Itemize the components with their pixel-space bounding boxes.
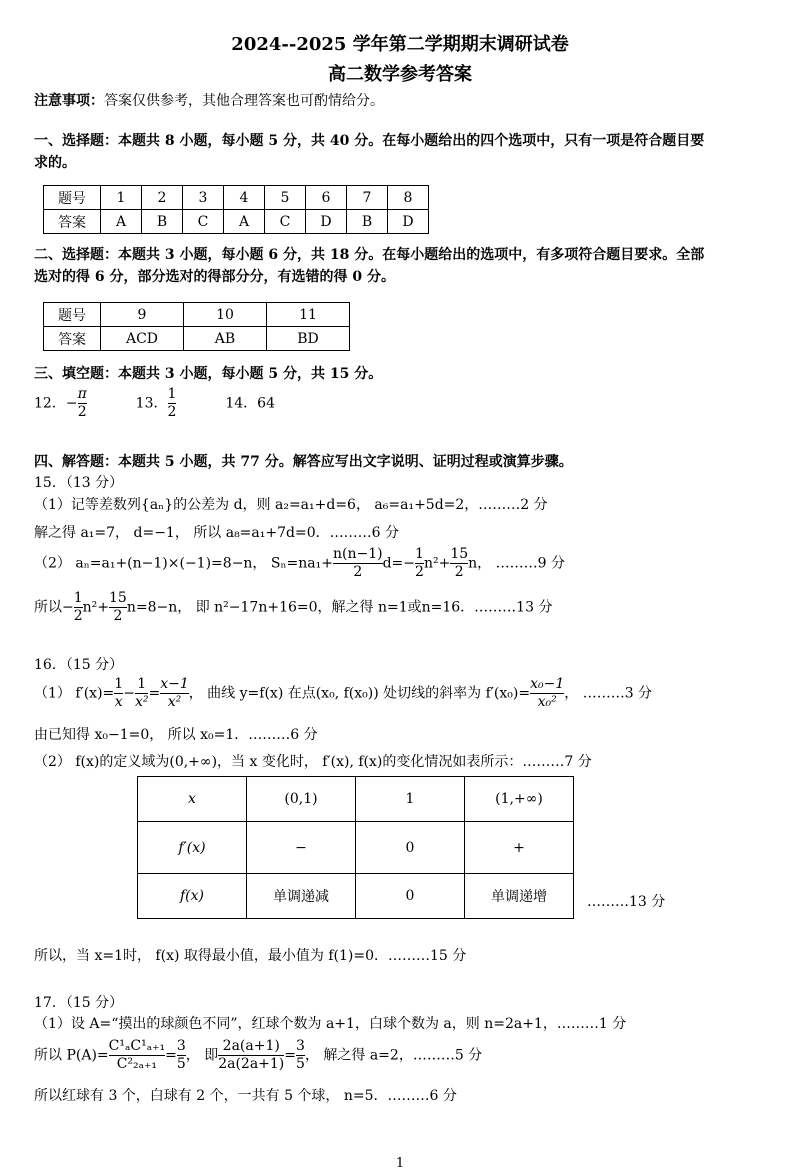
table-cell: 7 [347,186,388,210]
q15-line3 [34,546,565,581]
q15-line3-a: （2） aₙ=a₁+(n−1)×(−1)=8−n， Sₙ=na₁+ [34,555,333,572]
q17-frac3-num: 2a(a+1) [222,1038,280,1054]
q16-frac1-num: 1 [114,676,124,692]
q17-line2-e: ， 解之得 a=2，………5 分 [304,1047,483,1064]
q17-title: 17．（15 分） [34,995,124,1011]
table-cell: 单调递减 [247,874,356,919]
q16-frac1 [114,676,123,711]
q16-line1-d: ， 曲线 y=f(x) 在点(x₀, f(x₀)) 处切线的斜率为 f′(x₀)= [188,685,531,702]
table-row [138,777,574,822]
table-row [44,210,429,234]
q15-line3-d: n， ………9 分 [468,555,565,572]
q16-frac2 [135,676,149,711]
q17-line2-c: ， 即 [185,1047,219,1064]
q15-frac3-num: 15 [450,546,469,562]
q16-line1-a: （1） f′(x)= [34,685,115,702]
table-row [138,874,574,919]
table-cell: f(x) [138,874,247,919]
q16-frac3 [160,676,189,711]
section3-heading: 三、填空题：本题共 3 小题，每小题 5 分，共 15 分。 [34,366,383,382]
table-cell: 题号 [44,186,101,210]
q12-denominator: 2 [77,404,87,420]
table-cell: f′(x) [138,822,247,874]
table-row [44,327,350,351]
q16-table-score: ………13 分 [587,894,666,910]
table-cell: C [265,210,306,234]
table-cell: BD [267,327,350,351]
q16-frac2-num: 1 [137,676,147,692]
table-cell: D [306,210,347,234]
q13-fraction [168,386,177,421]
q15-line4-frac1-num: 1 [73,590,83,606]
table-cell: 10 [184,303,267,327]
q15-frac2-den: 2 [415,564,424,580]
q17-frac3 [218,1038,284,1073]
q17-frac3-den: 2a(2a+1) [218,1056,285,1072]
q16-line3: （2） f(x)的定义域为(0,+∞)，当 x 变化时， f′(x), f(x)的变化情况如表所示：………7 分 [34,754,592,770]
q15-line4-frac1-den: 2 [73,608,83,624]
table-row [138,822,574,874]
q17-frac2-den: 5 [176,1056,186,1072]
page-number: 1 [395,1156,405,1171]
q16-frac4 [530,676,564,711]
q15-line4-frac2-den: 2 [109,607,127,625]
table-cell: 答案 [44,210,101,234]
q16-line1-e: ， ………3 分 [564,685,653,702]
table-cell: 5 [265,186,306,210]
q17-line2 [34,1038,482,1073]
q15-frac2 [415,546,424,581]
q12-numerator: π [77,386,87,402]
table-cell: A [101,210,142,234]
q15-line2: 解之得 a₁=7， d=−1， 所以 a₈=a₁+7d=0．………6 分 [34,525,399,541]
table-cell: 0 [356,822,465,874]
q15-line4-b: n²+ [82,599,110,616]
table-cell: 8 [388,186,429,210]
q12-label: 12． [34,395,66,412]
q16-variation-table [137,776,574,919]
section2-heading-line1: 二、选择题：本题共 3 小题，每小题 6 分，共 18 分。在每小题给出的选项中，有多项符合题目要求。全部 [34,247,705,263]
q14-value: 64 [257,395,275,412]
q17-frac1-den: C²₂ₐ₊₁ [109,1055,165,1073]
q17-line2-d: = [284,1047,297,1064]
section1-heading-line2: 求的。 [34,155,76,171]
section1-answer-table [43,185,429,234]
table-row [44,186,429,210]
q16-line1 [34,676,652,711]
q15-line3-c: n²+ [423,555,451,572]
table-cell: 题号 [44,303,101,327]
q13-numerator: 1 [167,386,177,402]
table-cell: 单调递增 [465,874,574,919]
q15-frac1 [333,546,383,581]
q12-fraction [78,386,87,421]
q15-line4-a: 所以− [34,599,74,616]
q15-line4-frac2-num: 15 [109,590,127,606]
q15-line3-b: d=− [382,555,416,572]
table-cell: A [224,210,265,234]
table-cell: C [183,210,224,234]
table-cell: B [347,210,388,234]
q15-frac3 [450,546,468,581]
q12-sign: − [65,395,78,412]
q17-frac4-num: 3 [296,1038,305,1054]
table-cell: 2 [142,186,183,210]
section1-heading-line1: 一、选择题：本题共 8 小题，每小题 5 分，共 40 分。在每小题给出的四个选项中，只有一项是符合题目要 [34,133,705,149]
q16-line4: 所以，当 x=1时， f(x) 取得最小值，最小值为 f(1)=0．………15 分 [34,948,467,964]
fill-in-answers [34,386,275,421]
q16-frac3-den: x² [160,693,189,711]
q17-frac4-den: 5 [296,1056,305,1072]
table-cell: 9 [101,303,184,327]
q16-frac4-den: x₀² [530,693,564,711]
table-cell: + [465,822,574,874]
notice-text: 答案仅供参考，其他合理答案也可酌情给分。 [104,93,384,109]
q17-line1: （1）设 A=“摸出的球颜色不同”，红球个数为 a+1，白球个数为 a，则 n=2a+1，………1 分 [34,1016,627,1032]
q17-line2-a: 所以 P(A)= [34,1047,109,1064]
section2-heading-line2: 选对的得 6 分，部分选对的得部分分，有选错的得 0 分。 [34,269,395,285]
section2-answer-table [43,302,350,351]
q15-title: 15．（13 分） [34,475,124,491]
q16-line1-b: − [123,685,135,702]
exam-title: 2024--2025 学年第二学期期末调研试卷 [231,34,569,55]
q16-frac3-num: x−1 [160,676,189,692]
q13-denominator: 2 [167,404,177,420]
q15-line4-frac1 [74,590,83,625]
table-cell: 4 [224,186,265,210]
table-cell: 3 [183,186,224,210]
q17-line2-b: = [165,1047,177,1064]
section4-heading: 四、解答题：本题共 5 小题，共 77 分。解答应写出文字说明、证明过程或演算步骤。 [34,454,573,470]
table-cell: B [142,210,183,234]
q16-title: 16．（15 分） [34,657,124,673]
q17-frac2-num: 3 [176,1038,186,1054]
notice [34,90,384,110]
q16-line2: 由已知得 x₀−1=0， 所以 x₀=1．………6 分 [34,727,318,743]
q17-line3: 所以红球有 3 个，白球有 2 个，一共有 5 个球， n=5．………6 分 [34,1088,457,1104]
q17-frac1 [109,1038,165,1073]
q15-line4-frac2 [109,590,127,625]
q16-frac1-den: x [114,694,123,710]
q16-line1-c: = [148,685,161,702]
q16-frac4-num: x₀−1 [530,676,565,692]
q15-frac1-num: n(n−1) [332,546,383,562]
table-cell: − [247,822,356,874]
q15-line4 [34,590,552,625]
q14-label: 14． [225,395,258,412]
table-cell: (1,+∞) [465,777,574,822]
q16-frac2-den: x² [134,694,149,710]
q17-frac1-num: C¹ₐC¹ₐ₊₁ [108,1038,166,1054]
notice-label: 注意事项： [34,93,104,109]
table-cell: x [138,777,247,822]
q15-frac3-den: 2 [450,563,468,581]
table-cell: (0,1) [247,777,356,822]
table-cell: 1 [356,777,465,822]
table-row [44,303,350,327]
table-cell: 11 [267,303,350,327]
q17-frac4 [296,1038,305,1073]
table-cell: AB [184,327,267,351]
q13-label: 13． [135,395,168,412]
table-cell: 0 [356,874,465,919]
table-cell: ACD [101,327,184,351]
q15-line4-c: n=8−n， 即 n²−17n+16=0，解之得 n=1或n=16．………13 分 [126,599,553,616]
table-cell: D [388,210,429,234]
table-cell: 1 [101,186,142,210]
table-cell: 6 [306,186,347,210]
answer-key-title: 高二数学参考答案 [328,64,472,85]
q15-frac2-num: 1 [415,546,424,562]
q15-frac1-den: 2 [333,563,383,581]
q17-frac2 [177,1038,186,1073]
table-cell: 答案 [44,327,101,351]
q15-line1: （1）记等差数列{aₙ}的公差为 d，则 a₂=a₁+d=6， a₆=a₁+5d=2，………2 分 [34,497,548,513]
